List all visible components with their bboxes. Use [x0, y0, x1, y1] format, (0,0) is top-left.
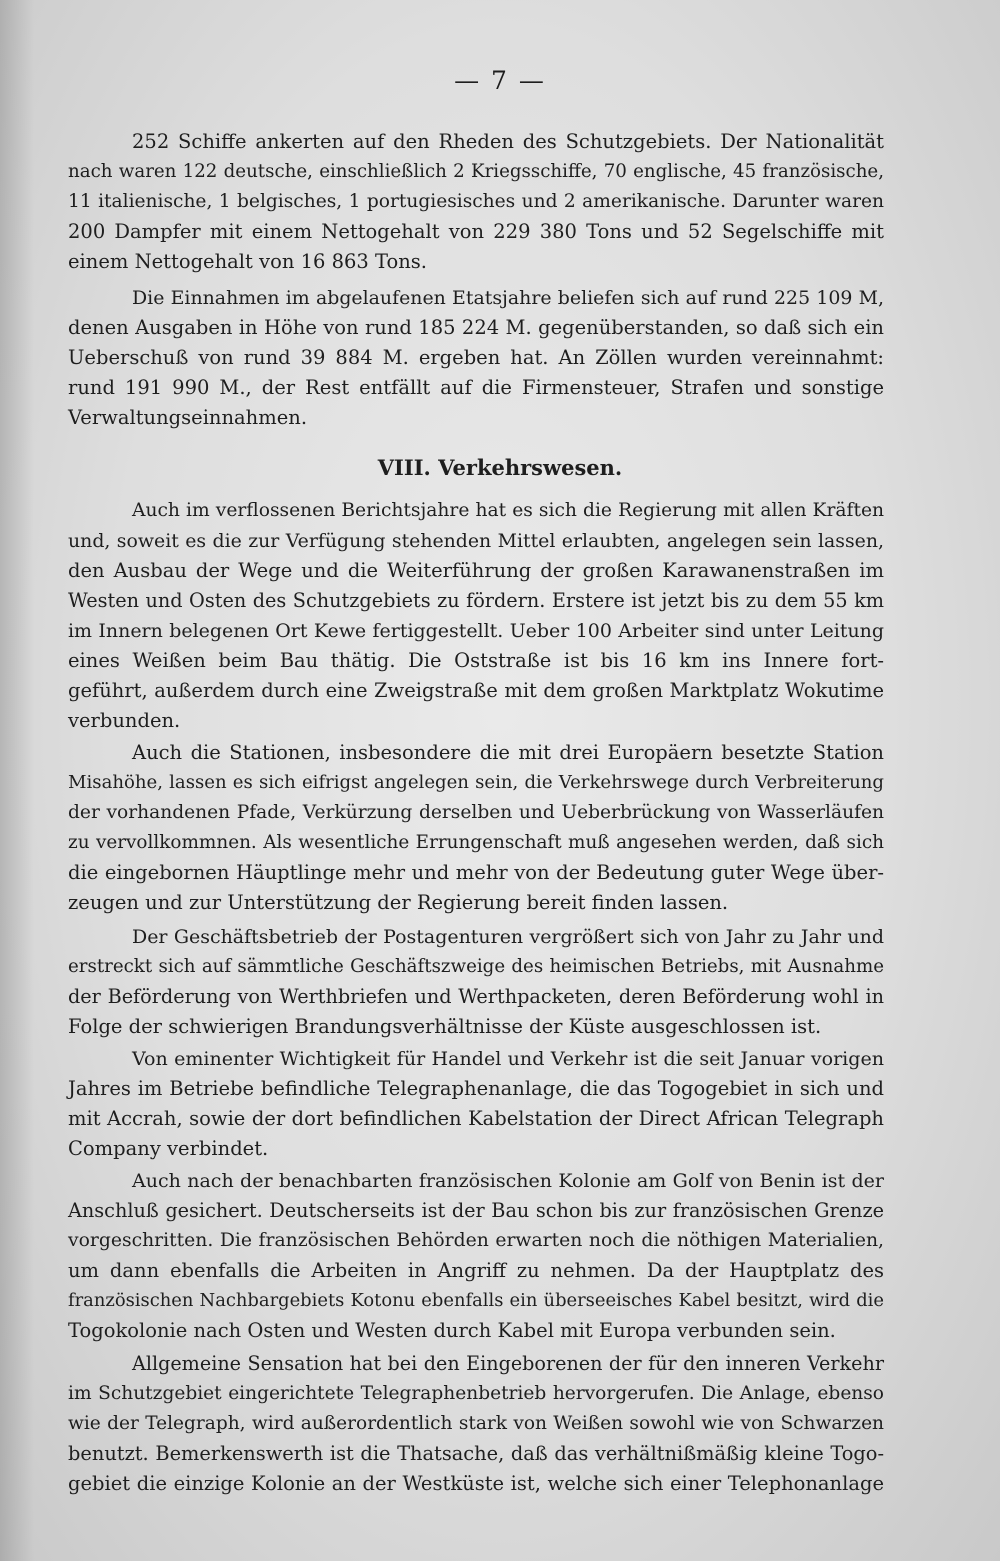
text-line: den Ausbau der Wege und die Weiterführung der großen Karawanenstraßen im [68, 559, 884, 582]
text-line: der vorhandenen Pfade, Verkürzung derselben und Ueberbrückung von Wasserläufen [68, 802, 884, 823]
paragraph-stations [68, 738, 884, 918]
text-line: mit Accrah, sowie der dort befindlichen Kabelstation der Direct African Telegraph [68, 1107, 884, 1130]
text-line: 200 Dampfer mit einem Nettogehalt von 229 380 Tons und 52 Segelschiffe mit [68, 220, 884, 243]
text-line: um dann ebenfalls die Arbeiten in Angriff zu nehmen. Da der Hauptplatz des [68, 1259, 884, 1282]
text-line: Die Einnahmen im abgelaufenen Etatsjahre beliefen sich auf rund 225 109 M, [132, 287, 884, 309]
text-line: Der Geschäftsbetrieb der Postagenturen vergrößert sich von Jahr zu Jahr und [132, 926, 884, 948]
text-line: erstreckt sich auf sämmtliche Geschäftszweige des heimischen Betriebs, mit Ausnahme [68, 956, 884, 977]
text-line: Verwaltungseinnahmen. [68, 406, 308, 429]
text-line: geführt, außerdem durch eine Zweigstraße mit dem großen Marktplatz Wokutime [68, 679, 884, 702]
text-line: Von eminenter Wichtigkeit für Handel und Verkehr ist die seit Januar vorigen [132, 1048, 884, 1070]
text-line: Togokolonie nach Osten und Westen durch Kabel mit Europa verbunden sein. [68, 1319, 836, 1342]
paragraph-shipping [68, 127, 884, 277]
text-line: verbunden. [68, 709, 181, 732]
text-line: 11 italienische, 1 belgisches, 1 portugiesisches und 2 amerikanische. Darunter waren [68, 191, 884, 212]
text-line: gebiet die einzige Kolonie an der Westküste ist, welche sich einer Telephonanlage [68, 1472, 884, 1495]
text-line: einem Nettogehalt von 16 863 Tons. [68, 250, 427, 273]
text-line: Jahres im Betriebe befindliche Telegraphenanlage, die das Togogebiet in sich und [68, 1077, 884, 1100]
text-line: nach waren 122 deutsche, einschließlich 2 Kriegsschiffe, 70 englische, 45 französische, [68, 161, 884, 182]
text-line: benutzt. Bemerkenswerth ist die Thatsache, daß das verhältnißmäßig kleine Togo- [68, 1442, 884, 1465]
text-line: Ueberschuß von rund 39 884 M. ergeben hat. An Zöllen wurden vereinnahmt: [68, 346, 884, 369]
paragraph-revenue [68, 283, 884, 433]
text-line: der Beförderung von Werthbriefen und Werthpacketen, deren Beförderung wohl in [68, 985, 884, 1008]
text-line: Company verbindet. [68, 1137, 269, 1160]
text-line: zu vervollkommnen. Als wesentliche Errungenschaft muß angesehen werden, daß sich [68, 832, 884, 853]
text-line: rund 191 990 M., der Rest entfällt auf die Firmensteuer, Strafen und sonstige [68, 376, 884, 399]
section-heading: VIII. Verkehrswesen. [377, 455, 623, 480]
text-line: 252 Schiffe ankerten auf den Rheden des Schutzgebiets. Der Nationalität [132, 130, 884, 153]
text-line: Auch die Stationen, insbesondere die mit drei Europäern besetzte Station [132, 741, 884, 764]
text-line: vorgeschritten. Die französischen Behörden erwarten noch die nöthigen Materialien, [68, 1230, 884, 1251]
text-line: Allgemeine Sensation hat bei den Eingeborenen der für den inneren Verkehr [132, 1352, 884, 1375]
text-line: Folge der schwierigen Brandungsverhältnisse der Küste ausgeschlossen ist. [68, 1015, 822, 1038]
page-number: — 7 — [454, 66, 546, 95]
text-line: Auch nach der benachbarten französischen Kolonie am Golf von Benin ist der [132, 1170, 884, 1192]
text-line: und, soweit es die zur Verfügung stehenden Mittel erlaubten, angelegen sein lassen, [68, 530, 884, 552]
text-line: im Innern belegenen Ort Kewe fertiggestellt. Ueber 100 Arbeiter sind unter Leitung [68, 620, 884, 642]
text-line: eines Weißen beim Bau thätig. Die Oststraße ist bis 16 km ins Innere fort- [68, 649, 884, 672]
paragraph-telegraph [68, 1044, 884, 1164]
paragraph-roads [68, 496, 884, 736]
paragraph-telephone [68, 1349, 884, 1499]
text-line: Misahöhe, lassen es sich eifrigst angelegen sein, die Verkehrswege durch Verbreiterung [68, 772, 884, 793]
text-line: Anschluß gesichert. Deutscherseits ist der Bau schon bis zur französischen Grenze [68, 1199, 884, 1222]
paragraph-connection [68, 1166, 884, 1346]
text-line: französischen Nachbargebiets Kotonu ebenfalls ein überseeisches Kabel besitzt, wird die [68, 1290, 884, 1311]
text-line: wie der Telegraph, wird außerordentlich stark von Weißen sowohl wie von Schwarzen [68, 1413, 884, 1434]
text-line: Auch im verflossenen Berichtsjahre hat es sich die Regierung mit allen Kräften [132, 500, 884, 521]
text-line: die eingebornen Häuptlinge mehr und mehr von der Bedeutung guter Wege über- [68, 861, 884, 884]
paragraph-post [68, 922, 884, 1042]
page-edge-shadow [0, 0, 34, 1561]
text-line: Westen und Osten des Schutzgebiets zu fördern. Erstere ist jetzt bis zu dem 55 km [68, 589, 884, 612]
text-line: zeugen und zur Unterstützung der Regierung bereit finden lassen. [68, 891, 729, 914]
text-line: im Schutzgebiet eingerichtete Telegraphenbetrieb hervorgerufen. Die Anlage, ebenso [68, 1383, 884, 1404]
text-line: denen Ausgaben in Höhe von rund 185 224 M. gegenüberstanden, so daß sich ein [68, 316, 884, 339]
